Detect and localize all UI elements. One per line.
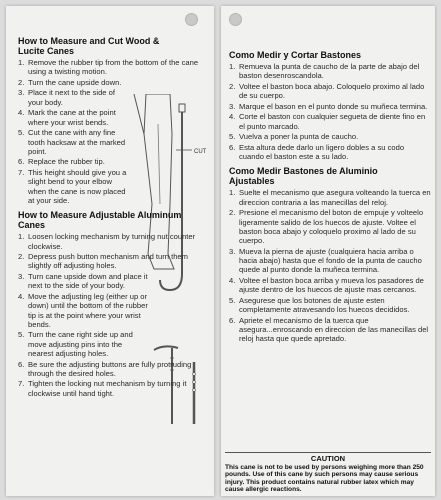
step-number: 7. — [18, 379, 25, 389]
step-text: Apriete el mecanismo de la tuerca que asegura...enroscando en direccion de las manecillas del reloj hasta que quede apretado. — [239, 315, 429, 344]
step-text: Move the adjusting leg (either up or down) until the bottom of the rubber tip is at the point where your wrist bends. — [28, 291, 148, 329]
step-number: 5. — [18, 330, 25, 340]
step-text: Cut the cane with any fine tooth hacksaw at the marked point. — [28, 128, 126, 156]
step-text: Presione el mecanismo del boton de empuje y volteelo ligeramente salido de los huecos de ajuste. Voltee el baston boca abajo y coloquelo proximo al lado de su cuerpo. — [239, 208, 424, 246]
step-number: 6. — [18, 359, 25, 369]
bastones-steps-list — [229, 62, 431, 161]
step-text: Replace the rubber tip. — [28, 157, 105, 167]
step-item — [229, 296, 431, 315]
step-item — [229, 247, 431, 275]
step-number: 6. — [229, 142, 236, 152]
step-text: Turn the cane upside down. — [28, 77, 122, 87]
step-text: Mark the cane at the point where your wrist bends. — [28, 108, 116, 127]
step-item — [18, 379, 208, 398]
step-number: 4. — [18, 291, 25, 301]
step-number: 1. — [229, 62, 236, 71]
step-item — [18, 58, 208, 77]
step-item — [229, 208, 431, 245]
step-text: Corte el baston con cualquier segueta de diente fino en el punto marcado. — [239, 112, 426, 131]
step-text: Loosen locking mechanism by turning nut counter clockwise. — [28, 232, 196, 251]
caution-text: This cane is not to be used by persons weighing more than 250 pounds. Use of this cane by such persons may cause serious injury. This product contains natural rubber latex which may cause allergic reactions. — [225, 463, 424, 494]
step-number: 4. — [229, 276, 236, 286]
step-number: 1. — [229, 188, 236, 198]
step-number: 4. — [229, 112, 236, 122]
caution-box — [225, 452, 431, 494]
step-number: 5. — [229, 132, 236, 142]
step-number: 7. — [18, 168, 25, 178]
step-text: Vuelva a poner la punta de caucho. — [239, 132, 359, 142]
step-item — [18, 292, 148, 329]
step-text: This height should give you a slight bend to your elbow when the cane is now placed at your side. — [28, 168, 127, 205]
step-item — [229, 188, 431, 207]
step-text: Tighten the locking nut mechanism by turning it clockwise until hand tight. — [28, 379, 187, 398]
step-item — [18, 232, 208, 251]
cut-label: CUT — [194, 149, 207, 155]
step-item — [229, 82, 431, 101]
step-number: 2. — [18, 252, 25, 262]
caution-title: CAUTION — [310, 454, 346, 464]
step-number: 3. — [18, 88, 25, 98]
bastones-section-title: Como Medir y Cortar Bastones — [229, 50, 362, 60]
step-number: 5. — [229, 295, 236, 305]
step-number: 2. — [229, 81, 236, 91]
step-text: Remove the rubber tip from the bottom of the cane using a twisting motion. — [28, 58, 199, 77]
step-text: Place it next to the side of your body. — [28, 88, 115, 107]
step-number: 3. — [18, 272, 25, 282]
step-text: Voltee el baston boca abajo. Coloquelo proximo al lado de su cuerpo. — [239, 81, 425, 101]
step-number: 2. — [229, 208, 236, 218]
step-item — [18, 88, 128, 107]
step-item — [18, 272, 148, 291]
step-number: 6. — [229, 315, 236, 325]
step-item — [229, 112, 431, 131]
step-item — [18, 252, 208, 271]
step-text: Asegurese que los botones de ajuste esten completamente atravesando los huecos decididos. — [239, 295, 410, 315]
step-item — [18, 360, 208, 379]
step-text: Voltee el baston boca arriba y mueva los pasadores de ajuste dentro de los huecos de ajuste mas cercanos. — [239, 276, 424, 295]
step-item — [18, 108, 128, 127]
hang-hole — [185, 13, 198, 26]
step-number: 6. — [18, 157, 25, 167]
step-text: Turn cane upside down and place it next to the side of your body. — [28, 272, 148, 291]
wood-section-title: How to Measure and Cut Wood & Lucite Canes — [18, 36, 160, 56]
step-item — [229, 316, 431, 344]
step-item — [18, 168, 128, 205]
step-number: 3. — [229, 246, 236, 256]
step-number: 3. — [229, 101, 236, 111]
step-text: Depress push button mechanism and turn them slightly off adjusting holes. — [28, 252, 188, 271]
step-item — [18, 157, 143, 166]
step-text: Esta altura dede darlo un ligero dobles a su codo cuando el baston este a su lado. — [239, 142, 405, 162]
step-item — [229, 132, 431, 141]
step-number: 1. — [18, 58, 25, 67]
step-text: Mueva la pierna de ajuste (cualquiera hacia arriba o hacia abajo) hasta que el fondo de la punta de caucho quede al punto donde la muñeca termina. — [239, 246, 422, 275]
step-text: Marque el bason en el punto donde su muñeca termina. — [239, 101, 428, 111]
step-number: 1. — [18, 232, 25, 242]
aluminio-steps-list — [229, 188, 431, 343]
wood-steps-list — [18, 58, 208, 205]
english-instructions-panel — [6, 6, 214, 496]
step-text: Be sure the adjusting buttons are fully protruding through the desired holes. — [28, 359, 192, 378]
step-item — [229, 276, 431, 295]
step-number: 5. — [18, 128, 25, 138]
step-item — [229, 102, 431, 111]
step-text: Remueva la punta de caucho de la parte de abajo del baston desenroscandola. — [239, 62, 420, 81]
hang-hole — [229, 13, 242, 26]
step-number: 2. — [18, 77, 25, 87]
step-item — [18, 78, 128, 87]
step-text: Suelte el mecanismo que asegura volteando la tuerca en direccion contraria a las manecillas del reloj. — [239, 188, 431, 207]
step-item — [18, 128, 128, 156]
spanish-instructions-panel — [221, 6, 435, 496]
step-number: 4. — [18, 108, 25, 118]
step-item — [18, 330, 148, 358]
step-text: Turn the cane right side up and move adjusting pins into the nearest adjusting holes. — [28, 330, 133, 358]
aluminum-steps-list — [18, 232, 208, 398]
step-item — [229, 62, 431, 81]
aluminum-section-title: How to Measure Adjustable Aluminum Canes — [18, 210, 182, 231]
aluminio-section-title: Como Medir Bastones de Aluminio Ajustables — [229, 166, 378, 187]
step-item — [229, 143, 431, 162]
